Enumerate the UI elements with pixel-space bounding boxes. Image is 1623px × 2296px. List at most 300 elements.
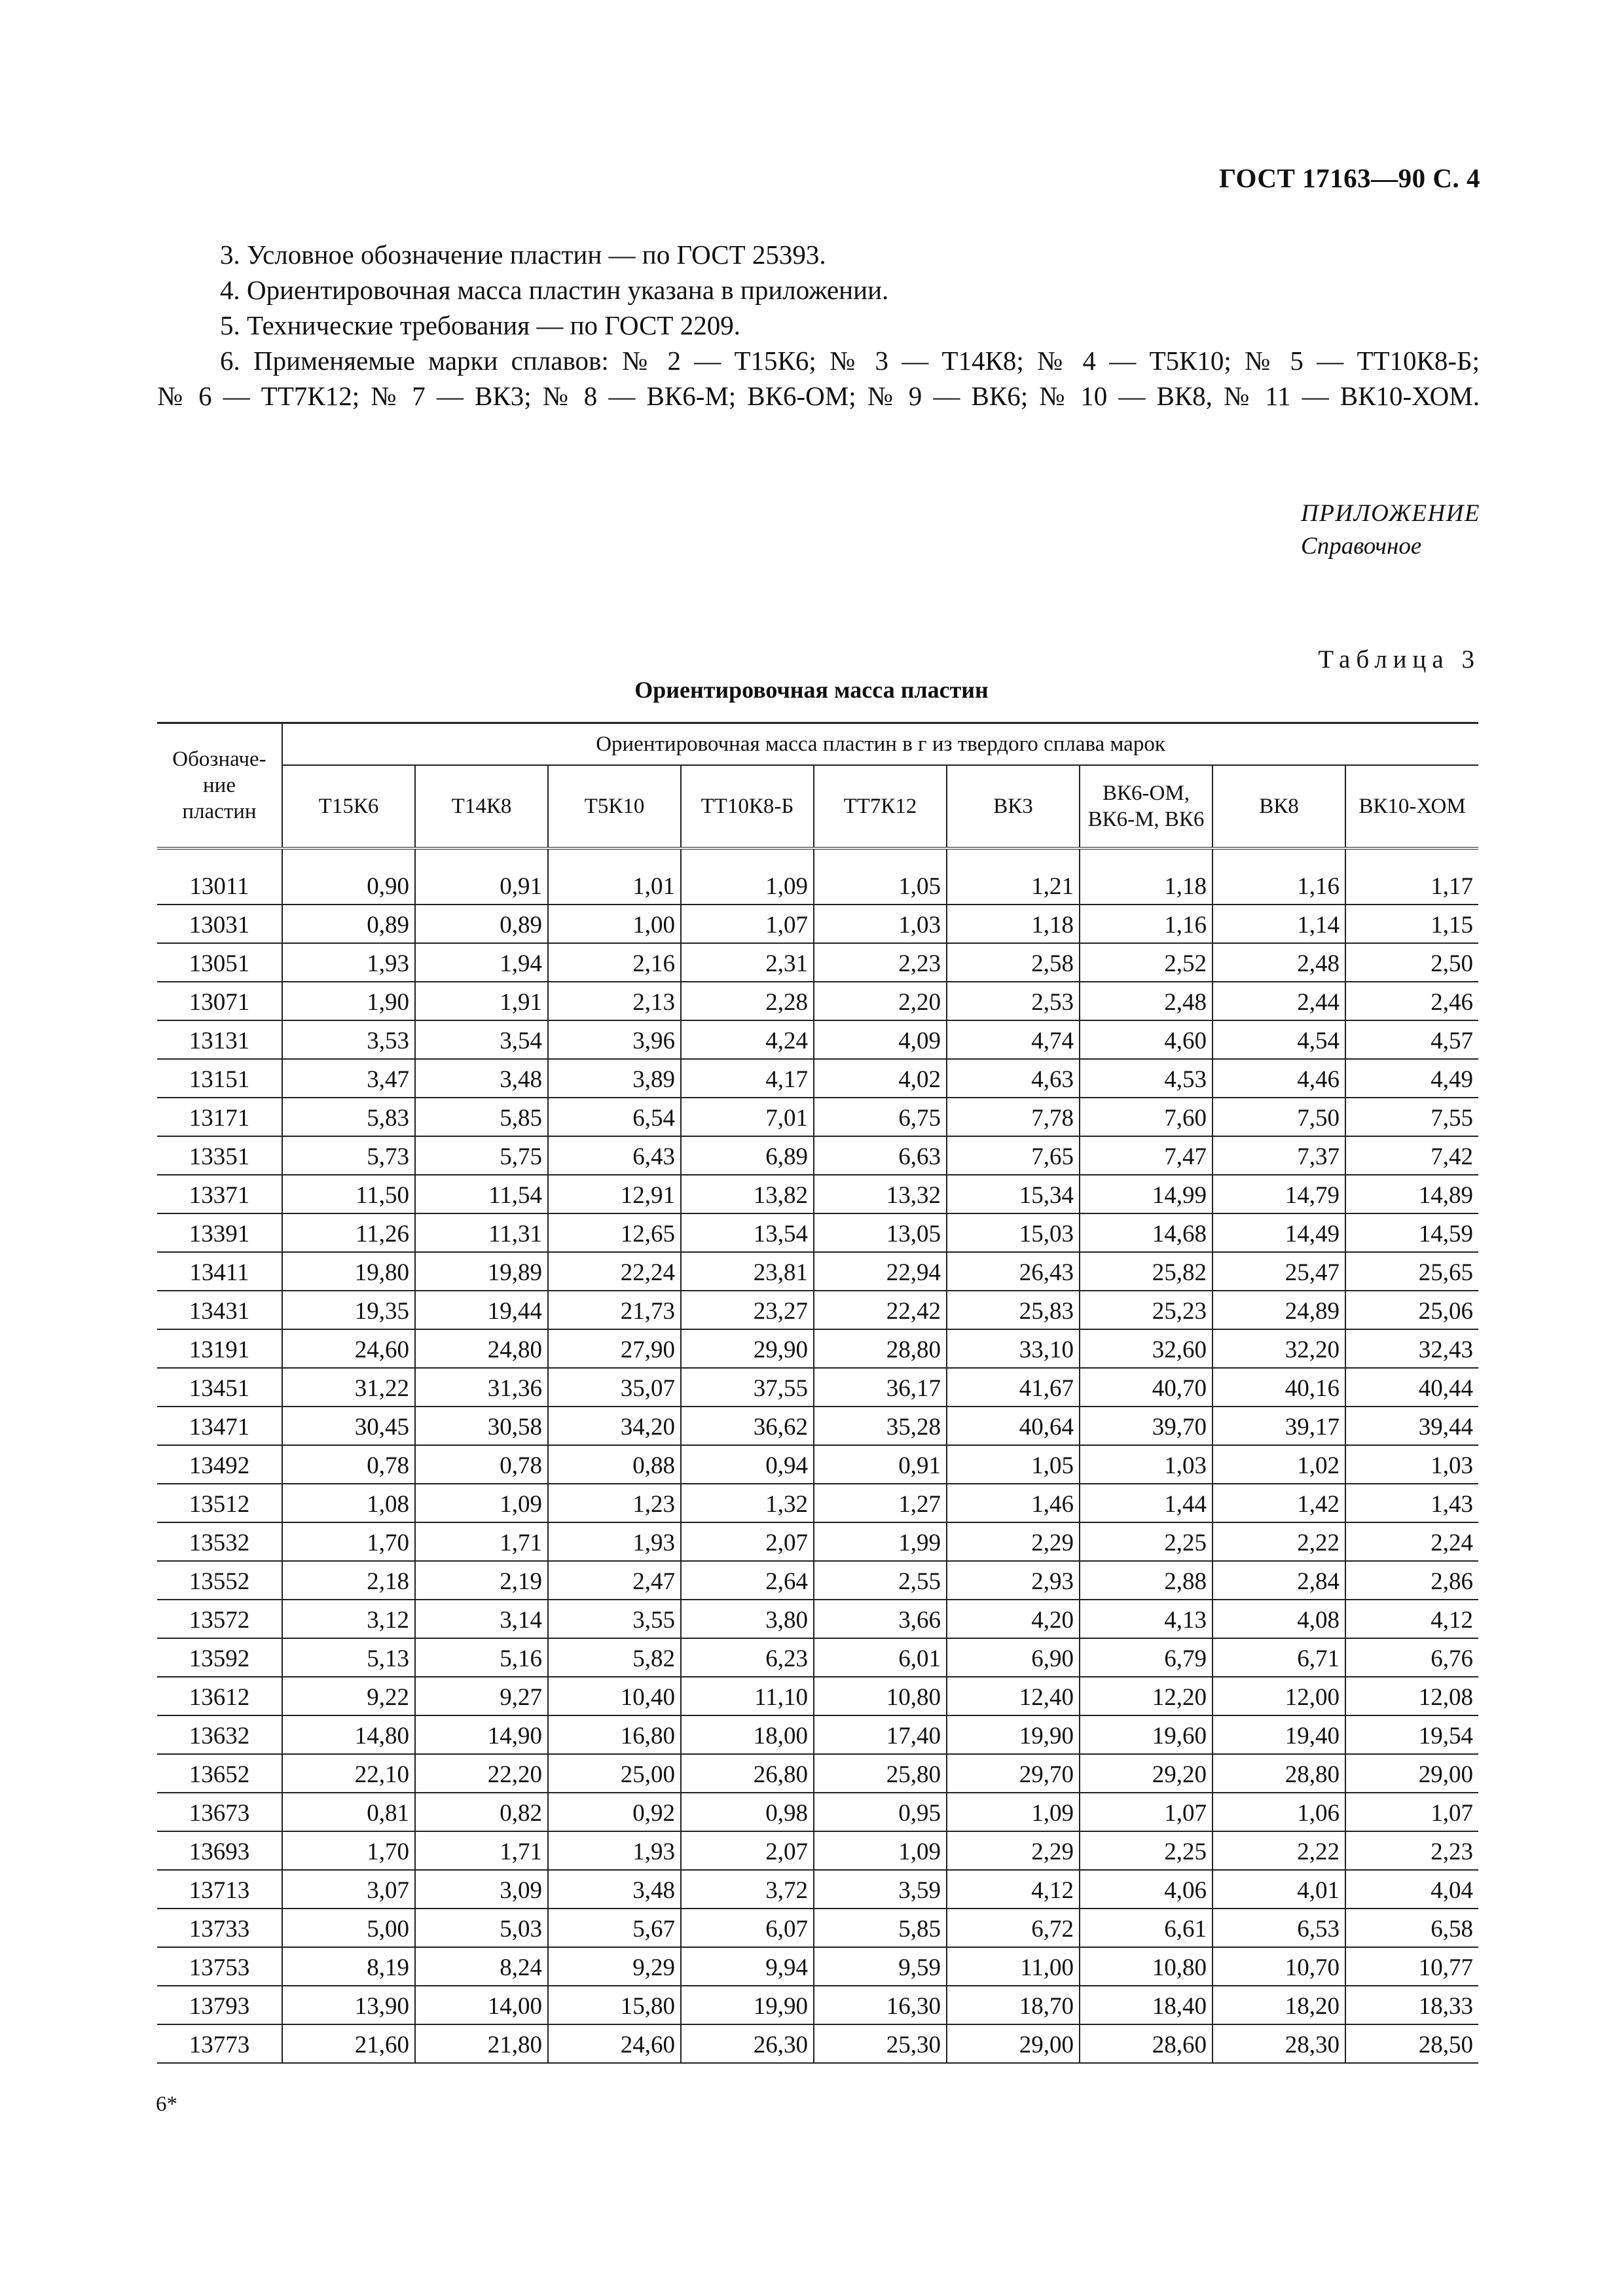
mass-value-cell: 12,65 — [548, 1213, 681, 1252]
table-row — [157, 1252, 1478, 1291]
mass-value-cell: 12,91 — [548, 1175, 681, 1213]
mass-value-cell: 6,76 — [1345, 1638, 1478, 1677]
mass-value-cell: 2,48 — [1080, 982, 1213, 1020]
mass-value-cell: 1,94 — [415, 943, 548, 982]
designation-header — [157, 723, 282, 849]
mass-value-cell: 32,20 — [1213, 1329, 1345, 1368]
mass-value-cell: 13,32 — [814, 1175, 947, 1213]
mass-value-cell: 1,07 — [1080, 1793, 1213, 1831]
mass-value-cell: 22,94 — [814, 1252, 947, 1291]
mass-value-cell: 2,18 — [282, 1561, 415, 1600]
mass-value-cell: 2,47 — [548, 1561, 681, 1600]
column-header: ВК6-ОМ, ВК6-М, ВК6 — [1080, 765, 1213, 848]
plate-designation-cell: 13612 — [157, 1677, 282, 1715]
mass-value-cell: 37,55 — [681, 1368, 814, 1407]
table-row — [157, 1831, 1478, 1870]
mass-value-cell: 14,79 — [1213, 1175, 1345, 1213]
mass-value-cell: 6,63 — [814, 1136, 947, 1175]
mass-value-cell: 3,59 — [814, 1870, 947, 1909]
table-row — [157, 1407, 1478, 1445]
mass-value-cell: 4,57 — [1345, 1020, 1478, 1059]
mass-value-cell: 13,90 — [282, 1986, 415, 2024]
mass-value-cell: 18,20 — [1213, 1986, 1345, 2024]
mass-value-cell: 1,05 — [814, 867, 947, 905]
table-row — [157, 1986, 1478, 2024]
mass-value-cell: 14,49 — [1213, 1213, 1345, 1252]
page-footer-mark: 6* — [156, 2092, 177, 2116]
mass-value-cell: 6,23 — [681, 1638, 814, 1677]
mass-value-cell: 11,50 — [282, 1175, 415, 1213]
plate-designation-cell: 13451 — [157, 1368, 282, 1407]
spacer-cell — [1345, 848, 1478, 867]
mass-value-cell: 6,53 — [1213, 1909, 1345, 1947]
table-row — [157, 1600, 1478, 1638]
mass-value-cell: 29,00 — [1345, 1754, 1478, 1793]
mass-value-cell: 3,66 — [814, 1600, 947, 1638]
mass-value-cell: 3,55 — [548, 1600, 681, 1638]
mass-value-cell: 4,04 — [1345, 1870, 1478, 1909]
mass-value-cell: 6,58 — [1345, 1909, 1478, 1947]
mass-value-cell: 0,89 — [282, 905, 415, 943]
mass-value-cell: 35,07 — [548, 1368, 681, 1407]
mass-value-cell: 0,91 — [415, 867, 548, 905]
mass-value-cell: 21,73 — [548, 1291, 681, 1329]
mass-value-cell: 3,48 — [548, 1870, 681, 1909]
mass-value-cell: 3,54 — [415, 1020, 548, 1059]
table-row — [157, 943, 1478, 982]
mass-value-cell: 2,23 — [1345, 1831, 1478, 1870]
mass-value-cell: 14,89 — [1345, 1175, 1478, 1213]
mass-value-cell: 2,44 — [1213, 982, 1345, 1020]
mass-value-cell: 0,81 — [282, 1793, 415, 1831]
plate-designation-cell: 13011 — [157, 867, 282, 905]
mass-value-cell: 6,07 — [681, 1909, 814, 1947]
spacer-cell — [1213, 848, 1345, 867]
mass-value-cell: 0,82 — [415, 1793, 548, 1831]
mass-value-cell: 2,93 — [947, 1561, 1080, 1600]
plate-designation-cell: 13131 — [157, 1020, 282, 1059]
mass-value-cell: 1,02 — [1213, 1445, 1345, 1484]
mass-value-cell: 28,60 — [1080, 2024, 1213, 2063]
mass-value-cell: 7,37 — [1213, 1136, 1345, 1175]
mass-value-cell: 6,79 — [1080, 1638, 1213, 1677]
mass-value-cell: 22,24 — [548, 1252, 681, 1291]
mass-value-cell: 25,65 — [1345, 1252, 1478, 1291]
mass-value-cell: 19,90 — [947, 1715, 1080, 1754]
plate-designation-cell: 13191 — [157, 1329, 282, 1368]
mass-value-cell: 2,88 — [1080, 1561, 1213, 1600]
mass-value-cell: 7,60 — [1080, 1098, 1213, 1136]
mass-value-cell: 1,70 — [282, 1831, 415, 1870]
mass-value-cell: 4,13 — [1080, 1600, 1213, 1638]
note-3: 3. Условное обозначение пластин — по ГОСТ 25393. — [220, 240, 826, 270]
mass-value-cell: 5,73 — [282, 1136, 415, 1175]
mass-value-cell: 1,09 — [814, 1831, 947, 1870]
mass-value-cell: 14,59 — [1345, 1213, 1478, 1252]
plate-designation-cell: 13051 — [157, 943, 282, 982]
mass-value-cell: 4,08 — [1213, 1600, 1345, 1638]
mass-value-cell: 4,09 — [814, 1020, 947, 1059]
mass-value-cell: 33,10 — [947, 1329, 1080, 1368]
mass-value-cell: 14,00 — [415, 1986, 548, 2024]
mass-value-cell: 0,78 — [415, 1445, 548, 1484]
mass-value-cell: 8,24 — [415, 1947, 548, 1986]
mass-value-cell: 1,42 — [1213, 1484, 1345, 1522]
mass-value-cell: 2,86 — [1345, 1561, 1478, 1600]
mass-value-cell: 0,95 — [814, 1793, 947, 1831]
notes-section — [157, 237, 1480, 414]
mass-value-cell: 32,43 — [1345, 1329, 1478, 1368]
mass-value-cell: 25,30 — [814, 2024, 947, 2063]
mass-value-cell: 18,00 — [681, 1715, 814, 1754]
mass-value-cell: 40,70 — [1080, 1368, 1213, 1407]
mass-value-cell: 24,80 — [415, 1329, 548, 1368]
table-row — [157, 1213, 1478, 1252]
mass-value-cell: 15,80 — [548, 1986, 681, 2024]
column-header: Т14К8 — [415, 765, 548, 848]
mass-value-cell: 3,14 — [415, 1600, 548, 1638]
table-row — [157, 1754, 1478, 1793]
mass-value-cell: 13,54 — [681, 1213, 814, 1252]
mass-value-cell: 1,93 — [548, 1831, 681, 1870]
spacer-cell — [157, 848, 282, 867]
mass-value-cell: 1,03 — [814, 905, 947, 943]
mass-value-cell: 2,84 — [1213, 1561, 1345, 1600]
mass-value-cell: 35,28 — [814, 1407, 947, 1445]
mass-value-cell: 6,90 — [947, 1638, 1080, 1677]
mass-value-cell: 7,01 — [681, 1098, 814, 1136]
plate-designation-cell: 13031 — [157, 905, 282, 943]
mass-value-cell: 9,94 — [681, 1947, 814, 1986]
mass-value-cell: 1,93 — [282, 943, 415, 982]
plate-designation-cell: 13652 — [157, 1754, 282, 1793]
plate-designation-cell: 13733 — [157, 1909, 282, 1947]
mass-value-cell: 7,55 — [1345, 1098, 1478, 1136]
mass-value-cell: 1,21 — [947, 867, 1080, 905]
mass-value-cell: 11,31 — [415, 1213, 548, 1252]
designation-header-line-2: ние — [203, 774, 236, 797]
mass-value-cell: 25,83 — [947, 1291, 1080, 1329]
mass-value-cell: 30,45 — [282, 1407, 415, 1445]
mass-value-cell: 1,06 — [1213, 1793, 1345, 1831]
note-4: 4. Ориентировочная масса пластин указана в приложении. — [220, 275, 889, 305]
mass-value-cell: 4,12 — [1345, 1600, 1478, 1638]
mass-value-cell: 19,44 — [415, 1291, 548, 1329]
mass-value-cell: 5,16 — [415, 1638, 548, 1677]
mass-value-cell: 19,80 — [282, 1252, 415, 1291]
mass-value-cell: 11,10 — [681, 1677, 814, 1715]
mass-value-cell: 14,68 — [1080, 1213, 1213, 1252]
plate-designation-cell: 13532 — [157, 1522, 282, 1561]
mass-value-cell: 15,34 — [947, 1175, 1080, 1213]
mass-value-cell: 25,80 — [814, 1754, 947, 1793]
mass-value-cell: 28,80 — [1213, 1754, 1345, 1793]
mass-value-cell: 2,28 — [681, 982, 814, 1020]
mass-group-header: Ориентировочная масса пластин в г из твердого сплава марок — [282, 723, 1478, 766]
mass-value-cell: 29,00 — [947, 2024, 1080, 2063]
mass-value-cell: 40,44 — [1345, 1368, 1478, 1407]
mass-value-cell: 2,31 — [681, 943, 814, 982]
mass-value-cell: 2,64 — [681, 1561, 814, 1600]
mass-value-cell: 18,33 — [1345, 1986, 1478, 2024]
mass-value-cell: 16,80 — [548, 1715, 681, 1754]
plate-designation-cell: 13351 — [157, 1136, 282, 1175]
table-row — [157, 867, 1478, 905]
mass-value-cell: 4,02 — [814, 1059, 947, 1098]
designation-header-line-3: пластин — [182, 800, 257, 823]
mass-value-cell: 2,48 — [1213, 943, 1345, 982]
mass-value-cell: 6,75 — [814, 1098, 947, 1136]
mass-value-cell: 13,82 — [681, 1175, 814, 1213]
plate-designation-cell: 13552 — [157, 1561, 282, 1600]
table-row — [157, 1020, 1478, 1059]
mass-value-cell: 5,85 — [814, 1909, 947, 1947]
mass-value-cell: 1,44 — [1080, 1484, 1213, 1522]
plate-designation-cell: 13371 — [157, 1175, 282, 1213]
table-row — [157, 1638, 1478, 1677]
mass-value-cell: 3,96 — [548, 1020, 681, 1059]
mass-value-cell: 26,80 — [681, 1754, 814, 1793]
column-header: ТТ10К8-Б — [681, 765, 814, 848]
mass-value-cell: 10,77 — [1345, 1947, 1478, 1986]
mass-value-cell: 1,27 — [814, 1484, 947, 1522]
mass-value-cell: 1,08 — [282, 1484, 415, 1522]
table-row — [157, 1870, 1478, 1909]
mass-value-cell: 4,46 — [1213, 1059, 1345, 1098]
mass-value-cell: 4,01 — [1213, 1870, 1345, 1909]
mass-value-cell: 2,46 — [1345, 982, 1478, 1020]
mass-value-cell: 3,72 — [681, 1870, 814, 1909]
mass-value-cell: 0,94 — [681, 1445, 814, 1484]
mass-value-cell: 19,60 — [1080, 1715, 1213, 1754]
mass-value-cell: 10,40 — [548, 1677, 681, 1715]
mass-value-cell: 7,65 — [947, 1136, 1080, 1175]
mass-value-cell: 2,50 — [1345, 943, 1478, 982]
mass-value-cell: 29,70 — [947, 1754, 1080, 1793]
mass-value-cell: 1,03 — [1345, 1445, 1478, 1484]
mass-value-cell: 25,06 — [1345, 1291, 1478, 1329]
mass-value-cell: 36,62 — [681, 1407, 814, 1445]
mass-value-cell: 1,16 — [1213, 867, 1345, 905]
designation-header-line-1: Обозначе- — [172, 747, 266, 771]
mass-value-cell: 40,64 — [947, 1407, 1080, 1445]
mass-value-cell: 6,54 — [548, 1098, 681, 1136]
mass-value-cell: 2,20 — [814, 982, 947, 1020]
mass-value-cell: 4,74 — [947, 1020, 1080, 1059]
mass-value-cell: 1,18 — [1080, 867, 1213, 905]
mass-value-cell: 19,35 — [282, 1291, 415, 1329]
mass-value-cell: 6,89 — [681, 1136, 814, 1175]
plate-designation-cell: 13693 — [157, 1831, 282, 1870]
table-row — [157, 1368, 1478, 1407]
plate-designation-cell: 13431 — [157, 1291, 282, 1329]
mass-value-cell: 6,72 — [947, 1909, 1080, 1947]
mass-value-cell: 12,08 — [1345, 1677, 1478, 1715]
mass-value-cell: 19,40 — [1213, 1715, 1345, 1754]
mass-value-cell: 41,67 — [947, 1368, 1080, 1407]
mass-value-cell: 4,17 — [681, 1059, 814, 1098]
mass-value-cell: 2,23 — [814, 943, 947, 982]
mass-value-cell: 1,18 — [947, 905, 1080, 943]
plate-designation-cell: 13411 — [157, 1252, 282, 1291]
spacer-cell — [1080, 848, 1213, 867]
mass-value-cell: 2,25 — [1080, 1831, 1213, 1870]
mass-value-cell: 28,30 — [1213, 2024, 1345, 2063]
mass-value-cell: 11,26 — [282, 1213, 415, 1252]
mass-value-cell: 0,98 — [681, 1793, 814, 1831]
mass-value-cell: 21,60 — [282, 2024, 415, 2063]
mass-value-cell: 18,70 — [947, 1986, 1080, 2024]
plate-designation-cell: 13492 — [157, 1445, 282, 1484]
column-header: ТТ7К12 — [814, 765, 947, 848]
mass-value-cell: 3,12 — [282, 1600, 415, 1638]
mass-value-cell: 31,22 — [282, 1368, 415, 1407]
mass-value-cell: 4,60 — [1080, 1020, 1213, 1059]
mass-value-cell: 25,47 — [1213, 1252, 1345, 1291]
mass-value-cell: 2,07 — [681, 1831, 814, 1870]
plate-designation-cell: 13391 — [157, 1213, 282, 1252]
mass-table — [157, 722, 1478, 2064]
page-header: ГОСТ 17163—90 С. 4 — [1218, 163, 1480, 193]
mass-value-cell: 25,82 — [1080, 1252, 1213, 1291]
mass-value-cell: 1,15 — [1345, 905, 1478, 943]
plate-designation-cell: 13151 — [157, 1059, 282, 1098]
mass-value-cell: 34,20 — [548, 1407, 681, 1445]
mass-value-cell: 24,60 — [548, 2024, 681, 2063]
table-row — [157, 2024, 1478, 2063]
mass-value-cell: 11,54 — [415, 1175, 548, 1213]
mass-value-cell: 0,78 — [282, 1445, 415, 1484]
mass-value-cell: 7,47 — [1080, 1136, 1213, 1175]
mass-value-cell: 10,70 — [1213, 1947, 1345, 1986]
mass-value-cell: 1,17 — [1345, 867, 1478, 905]
mass-value-cell: 26,30 — [681, 2024, 814, 2063]
mass-value-cell: 19,54 — [1345, 1715, 1478, 1754]
mass-value-cell: 19,90 — [681, 1986, 814, 2024]
mass-value-cell: 1,14 — [1213, 905, 1345, 943]
column-header: ВК3 — [947, 765, 1080, 848]
mass-value-cell: 2,22 — [1213, 1522, 1345, 1561]
mass-value-cell: 6,61 — [1080, 1909, 1213, 1947]
mass-value-cell: 1,05 — [947, 1445, 1080, 1484]
plate-designation-cell: 13071 — [157, 982, 282, 1020]
mass-value-cell: 3,07 — [282, 1870, 415, 1909]
spacer-cell — [415, 848, 548, 867]
plate-designation-cell: 13773 — [157, 2024, 282, 2063]
mass-value-cell: 4,20 — [947, 1600, 1080, 1638]
mass-value-cell: 26,43 — [947, 1252, 1080, 1291]
mass-value-cell: 22,20 — [415, 1754, 548, 1793]
table-row — [157, 905, 1478, 943]
mass-value-cell: 12,20 — [1080, 1677, 1213, 1715]
table-row — [157, 1947, 1478, 1986]
mass-value-cell: 12,40 — [947, 1677, 1080, 1715]
table-body — [157, 848, 1478, 2063]
mass-value-cell: 2,52 — [1080, 943, 1213, 982]
mass-value-cell: 1,00 — [548, 905, 681, 943]
mass-value-cell: 13,05 — [814, 1213, 947, 1252]
mass-value-cell: 2,29 — [947, 1522, 1080, 1561]
mass-value-cell: 3,48 — [415, 1059, 548, 1098]
mass-value-cell: 2,19 — [415, 1561, 548, 1600]
mass-value-cell: 7,50 — [1213, 1098, 1345, 1136]
plate-designation-cell: 13171 — [157, 1098, 282, 1136]
mass-value-cell: 10,80 — [814, 1677, 947, 1715]
mass-value-cell: 2,53 — [947, 982, 1080, 1020]
mass-value-cell: 32,60 — [1080, 1329, 1213, 1368]
mass-value-cell: 24,89 — [1213, 1291, 1345, 1329]
mass-value-cell: 19,89 — [415, 1252, 548, 1291]
mass-value-cell: 11,00 — [947, 1947, 1080, 1986]
mass-value-cell: 1,09 — [947, 1793, 1080, 1831]
mass-value-cell: 16,30 — [814, 1986, 947, 2024]
mass-value-cell: 22,42 — [814, 1291, 947, 1329]
mass-value-cell: 2,58 — [947, 943, 1080, 982]
table-row — [157, 1059, 1478, 1098]
mass-value-cell: 5,83 — [282, 1098, 415, 1136]
column-header: ВК10-ХОМ — [1345, 765, 1478, 848]
plate-designation-cell: 13793 — [157, 1986, 282, 2024]
mass-value-cell: 4,53 — [1080, 1059, 1213, 1098]
mass-value-cell: 14,80 — [282, 1715, 415, 1754]
mass-value-cell: 40,16 — [1213, 1368, 1345, 1407]
mass-value-cell: 1,71 — [415, 1831, 548, 1870]
mass-value-cell: 39,17 — [1213, 1407, 1345, 1445]
plate-designation-cell: 13592 — [157, 1638, 282, 1677]
mass-value-cell: 2,24 — [1345, 1522, 1478, 1561]
mass-value-cell: 2,16 — [548, 943, 681, 982]
mass-value-cell: 1,23 — [548, 1484, 681, 1522]
column-header: Т5К10 — [548, 765, 681, 848]
mass-value-cell: 1,93 — [548, 1522, 681, 1561]
table-row — [157, 1098, 1478, 1136]
table-row — [157, 982, 1478, 1020]
mass-value-cell: 9,27 — [415, 1677, 548, 1715]
appendix-title: ПРИЛОЖЕНИЕ — [1301, 500, 1480, 527]
mass-value-cell: 1,70 — [282, 1522, 415, 1561]
mass-value-cell: 3,53 — [282, 1020, 415, 1059]
mass-value-cell: 1,07 — [1345, 1793, 1478, 1831]
mass-value-cell: 1,90 — [282, 982, 415, 1020]
mass-value-cell: 4,63 — [947, 1059, 1080, 1098]
mass-value-cell: 17,40 — [814, 1715, 947, 1754]
mass-value-cell: 28,50 — [1345, 2024, 1478, 2063]
mass-value-cell: 31,36 — [415, 1368, 548, 1407]
mass-value-cell: 0,88 — [548, 1445, 681, 1484]
table-title: Ориентировочная масса пластин — [634, 677, 989, 703]
plate-designation-cell: 13471 — [157, 1407, 282, 1445]
mass-value-cell: 1,91 — [415, 982, 548, 1020]
table-number: Таблица 3 — [1318, 645, 1480, 673]
spacer-cell — [282, 848, 415, 867]
table-row — [157, 1445, 1478, 1484]
mass-value-cell: 1,01 — [548, 867, 681, 905]
mass-value-cell: 1,99 — [814, 1522, 947, 1561]
mass-value-cell: 8,19 — [282, 1947, 415, 1986]
mass-value-cell: 1,71 — [415, 1522, 548, 1561]
mass-value-cell: 9,29 — [548, 1947, 681, 1986]
spacer-cell — [947, 848, 1080, 867]
mass-value-cell: 5,82 — [548, 1638, 681, 1677]
note-6: 6. Применяемые марки сплавов: № 2 — Т15К6; № 3 — Т14К8; № 4 — Т5К10; № 5 — ТТ10К8-Б; — [220, 346, 1480, 376]
mass-value-cell: 0,91 — [814, 1445, 947, 1484]
mass-value-cell: 25,00 — [548, 1754, 681, 1793]
mass-value-cell: 12,00 — [1213, 1677, 1345, 1715]
mass-value-cell: 5,03 — [415, 1909, 548, 1947]
table-row — [157, 1909, 1478, 1947]
mass-value-cell: 15,03 — [947, 1213, 1080, 1252]
mass-value-cell: 23,81 — [681, 1252, 814, 1291]
